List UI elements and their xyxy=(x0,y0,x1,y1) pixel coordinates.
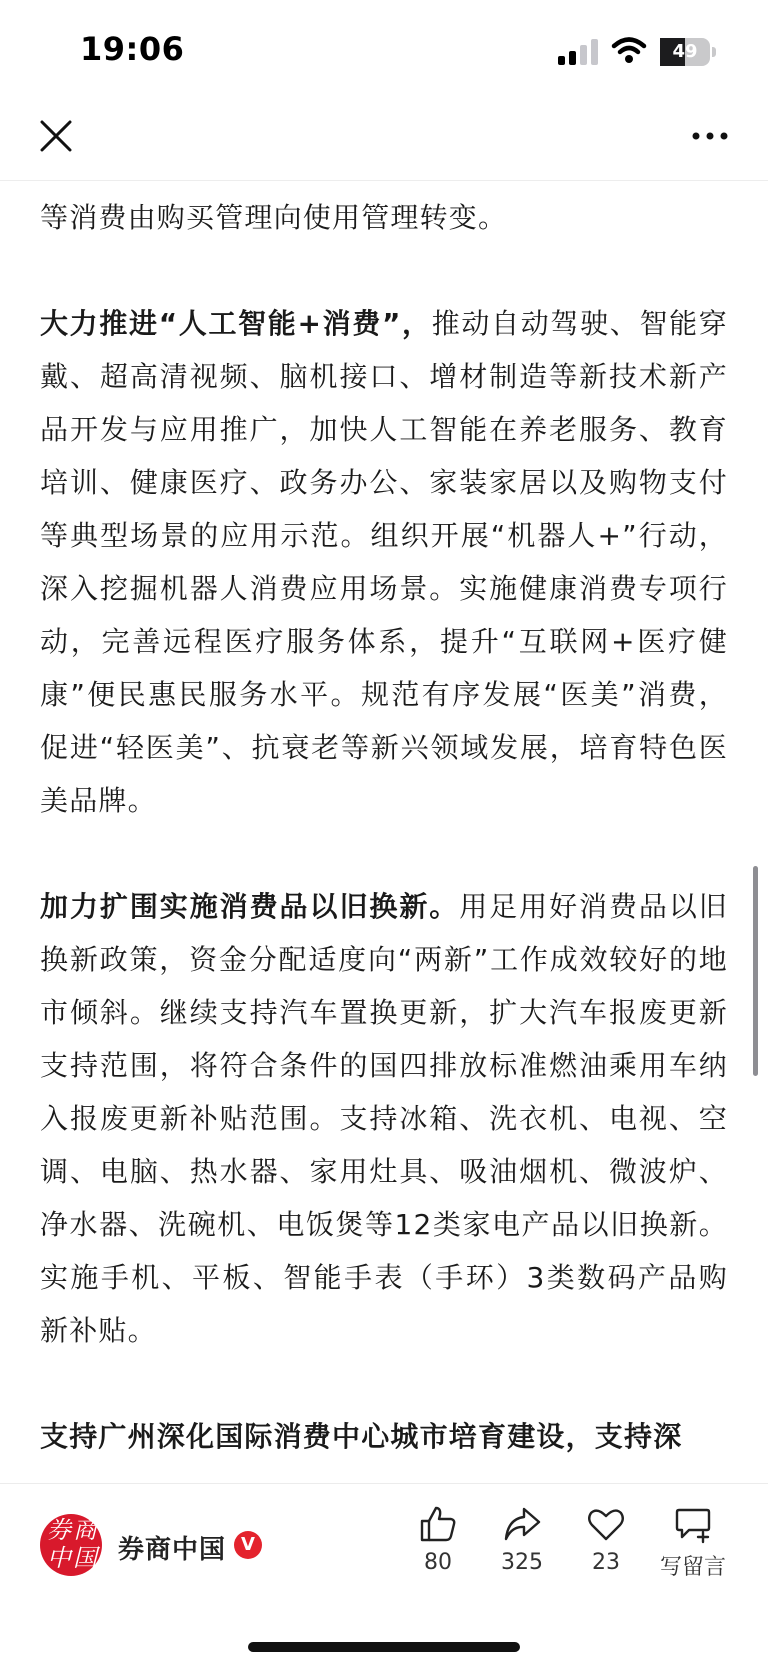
logo-char-3: 中 xyxy=(47,1544,71,1572)
account-logo[interactable] xyxy=(40,1514,102,1576)
write-comment-label: 写留言 xyxy=(659,1555,726,1580)
nav-bar xyxy=(0,100,768,181)
article-paragraph-4 xyxy=(40,1410,728,1463)
status-bar xyxy=(0,0,768,100)
verified-badge-icon: V xyxy=(234,1531,262,1559)
share-arrow-icon xyxy=(502,1504,542,1544)
heart-icon xyxy=(586,1504,626,1544)
status-time: 19:06 xyxy=(80,30,185,68)
scrollbar-thumb[interactable] xyxy=(753,866,758,1076)
favorite-button[interactable] xyxy=(564,1504,648,1575)
paragraph-2-heading: 大力推进“人工智能+消费”， xyxy=(40,307,432,340)
article-content xyxy=(40,138,728,1516)
battery-icon xyxy=(660,38,716,66)
more-icon[interactable] xyxy=(690,126,730,146)
paragraph-4-heading: 支持广州深化国际消费中心城市培育建设，支持深 xyxy=(40,1420,683,1453)
cellular-signal-icon xyxy=(558,39,600,65)
close-icon[interactable] xyxy=(36,116,76,156)
logo-char-2: 商 xyxy=(73,1516,97,1544)
paragraph-1-text: 等消费由购买管理向使用管理转变。 xyxy=(40,201,508,234)
account-name[interactable]: 券商中国 xyxy=(118,1535,227,1565)
thumbs-up-icon xyxy=(418,1504,458,1544)
article-paragraph-1 xyxy=(40,191,728,244)
logo-char-1: 券 xyxy=(47,1516,71,1544)
logo-char-4: 国 xyxy=(73,1544,97,1572)
paragraph-2-text: 推动自动驾驶、智能穿戴、超高清视频、脑机接口、增材制造等新技术新产品开发与应用推广，加快人工智能在养老服务、教育培训、健康医疗、政务办公、家装家居以及购物支付等典型场景的应用示范。组织开展“机器人+”行动，深入挖掘机器人消费应用场景。实施健康消费专项行动，完善远程医疗服务体系，提升“互联网+医疗健康”便民惠民服务水平。规范有序发展“医美”消费，促进“轻医美”、抗衰老等新兴领域发展，培育特色医美品牌。 xyxy=(40,307,728,817)
wifi-icon xyxy=(612,36,646,64)
paragraph-3-heading: 加力扩围实施消费品以旧换新。 xyxy=(40,890,460,923)
home-indicator[interactable] xyxy=(248,1642,520,1652)
article-paragraph-2 xyxy=(40,297,728,827)
share-button[interactable] xyxy=(480,1504,564,1575)
share-count: 325 xyxy=(501,1550,543,1575)
favorite-count: 23 xyxy=(592,1550,620,1575)
bottom-bar xyxy=(0,1483,768,1664)
write-comment-button[interactable] xyxy=(648,1504,738,1581)
like-count: 80 xyxy=(424,1550,452,1575)
battery-level: 49 xyxy=(672,41,698,62)
paragraph-3-text: 用足用好消费品以旧换新政策，资金分配适度向“两新”工作成效较好的地市倾斜。继续支持汽车置换更新，扩大汽车报废更新支持范围，将符合条件的国四排放标准燃油乘用车纳入报废更新补贴范围。支持冰箱、洗衣机、电视、空调、电脑、热水器、家用灶具、吸油烟机、微波炉、净水器、洗碗机、电饭煲等12类家电产品以旧换新。实施手机、平板、智能手表（手环）3类数码产品购新补贴。 xyxy=(40,890,728,1347)
like-button[interactable] xyxy=(396,1504,480,1575)
comment-add-icon xyxy=(673,1504,713,1544)
article-paragraph-3 xyxy=(40,880,728,1357)
article-body[interactable] xyxy=(0,181,768,1483)
